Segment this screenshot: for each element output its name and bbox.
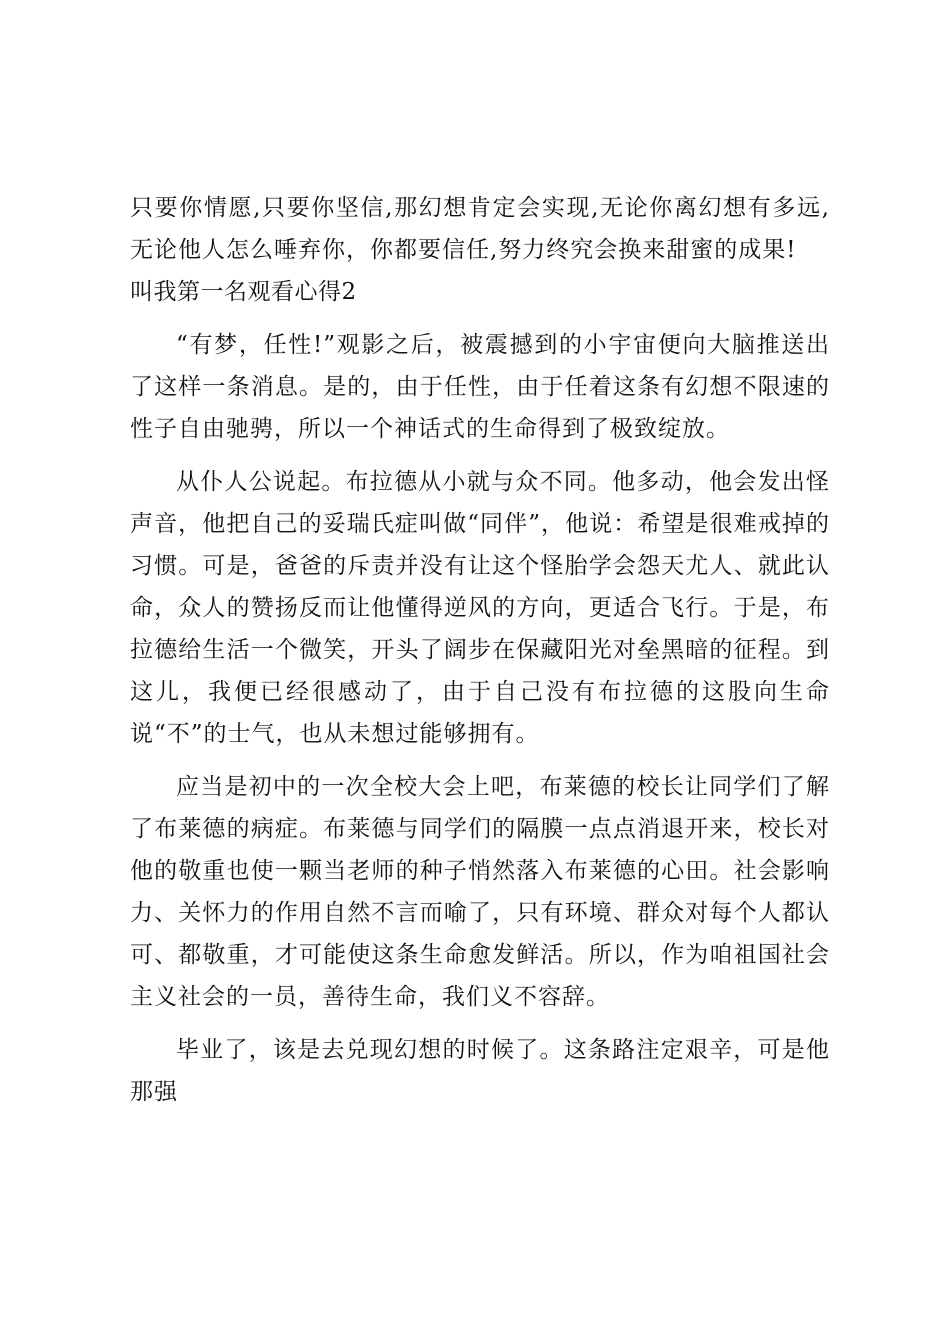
document-body <box>130 187 830 1113</box>
paragraph-1: “有梦，任性!”观影之后，被震撼到的小宇宙便向大脑推送出了这样一条消息。是的，由于任性，由于任着这条有幻想不限速的性子自由驰骋，所以一个神话式的生命得到了极致绽放。 <box>130 332 830 442</box>
paragraph-3: 应当是初中的一次全校大会上吧，布莱德的校长让同学们了解了布莱德的病症。布莱德与同学们的隔膜一点点消退开来，校长对他的敬重也使一颗当老师的种子悄然落入布莱德的心田。社会影响力、关怀力的作用自然不言而喻了，只有环境、群众对每个人都认可、都敬重，才可能使这条生命愈发鲜活。所以，作为咱祖国社会主义社会的一员，善待生命，我们义不容辞。 <box>130 774 830 1010</box>
section-heading: 叫我第一名观看心得2 <box>130 279 357 305</box>
continuation-paragraph: 只要你情愿,只要你坚信,那幻想肯定会实现,无论你离幻想有多远,无论他人怎么唾弃你，你都要信任,努力终究会换来甜蜜的成果! <box>130 195 830 263</box>
paragraph-2: 从仆人公说起。布拉德从小就与众不同。他多动，他会发出怪声音，他把自己的妥瑞氏症叫做“同伴”，他说：希望是很难戒掉的习惯。可是，爸爸的斥责并没有让这个怪胎学会怨天尤人、就此认命，众人的赞扬反而让他懂得逆风的方向，更适合飞行。于是，布拉德给生活一个微笑，开头了阔步在保藏阳光对垒黑暗的征程。到这儿，我便已经很感动了，由于自己没有布拉德的这股向生命说“不”的士气，也从未想过能够拥有。 <box>130 469 830 747</box>
paragraph-4: 毕业了，该是去兑现幻想的时候了。这条路注定艰辛，可是他那强 <box>130 1037 830 1105</box>
